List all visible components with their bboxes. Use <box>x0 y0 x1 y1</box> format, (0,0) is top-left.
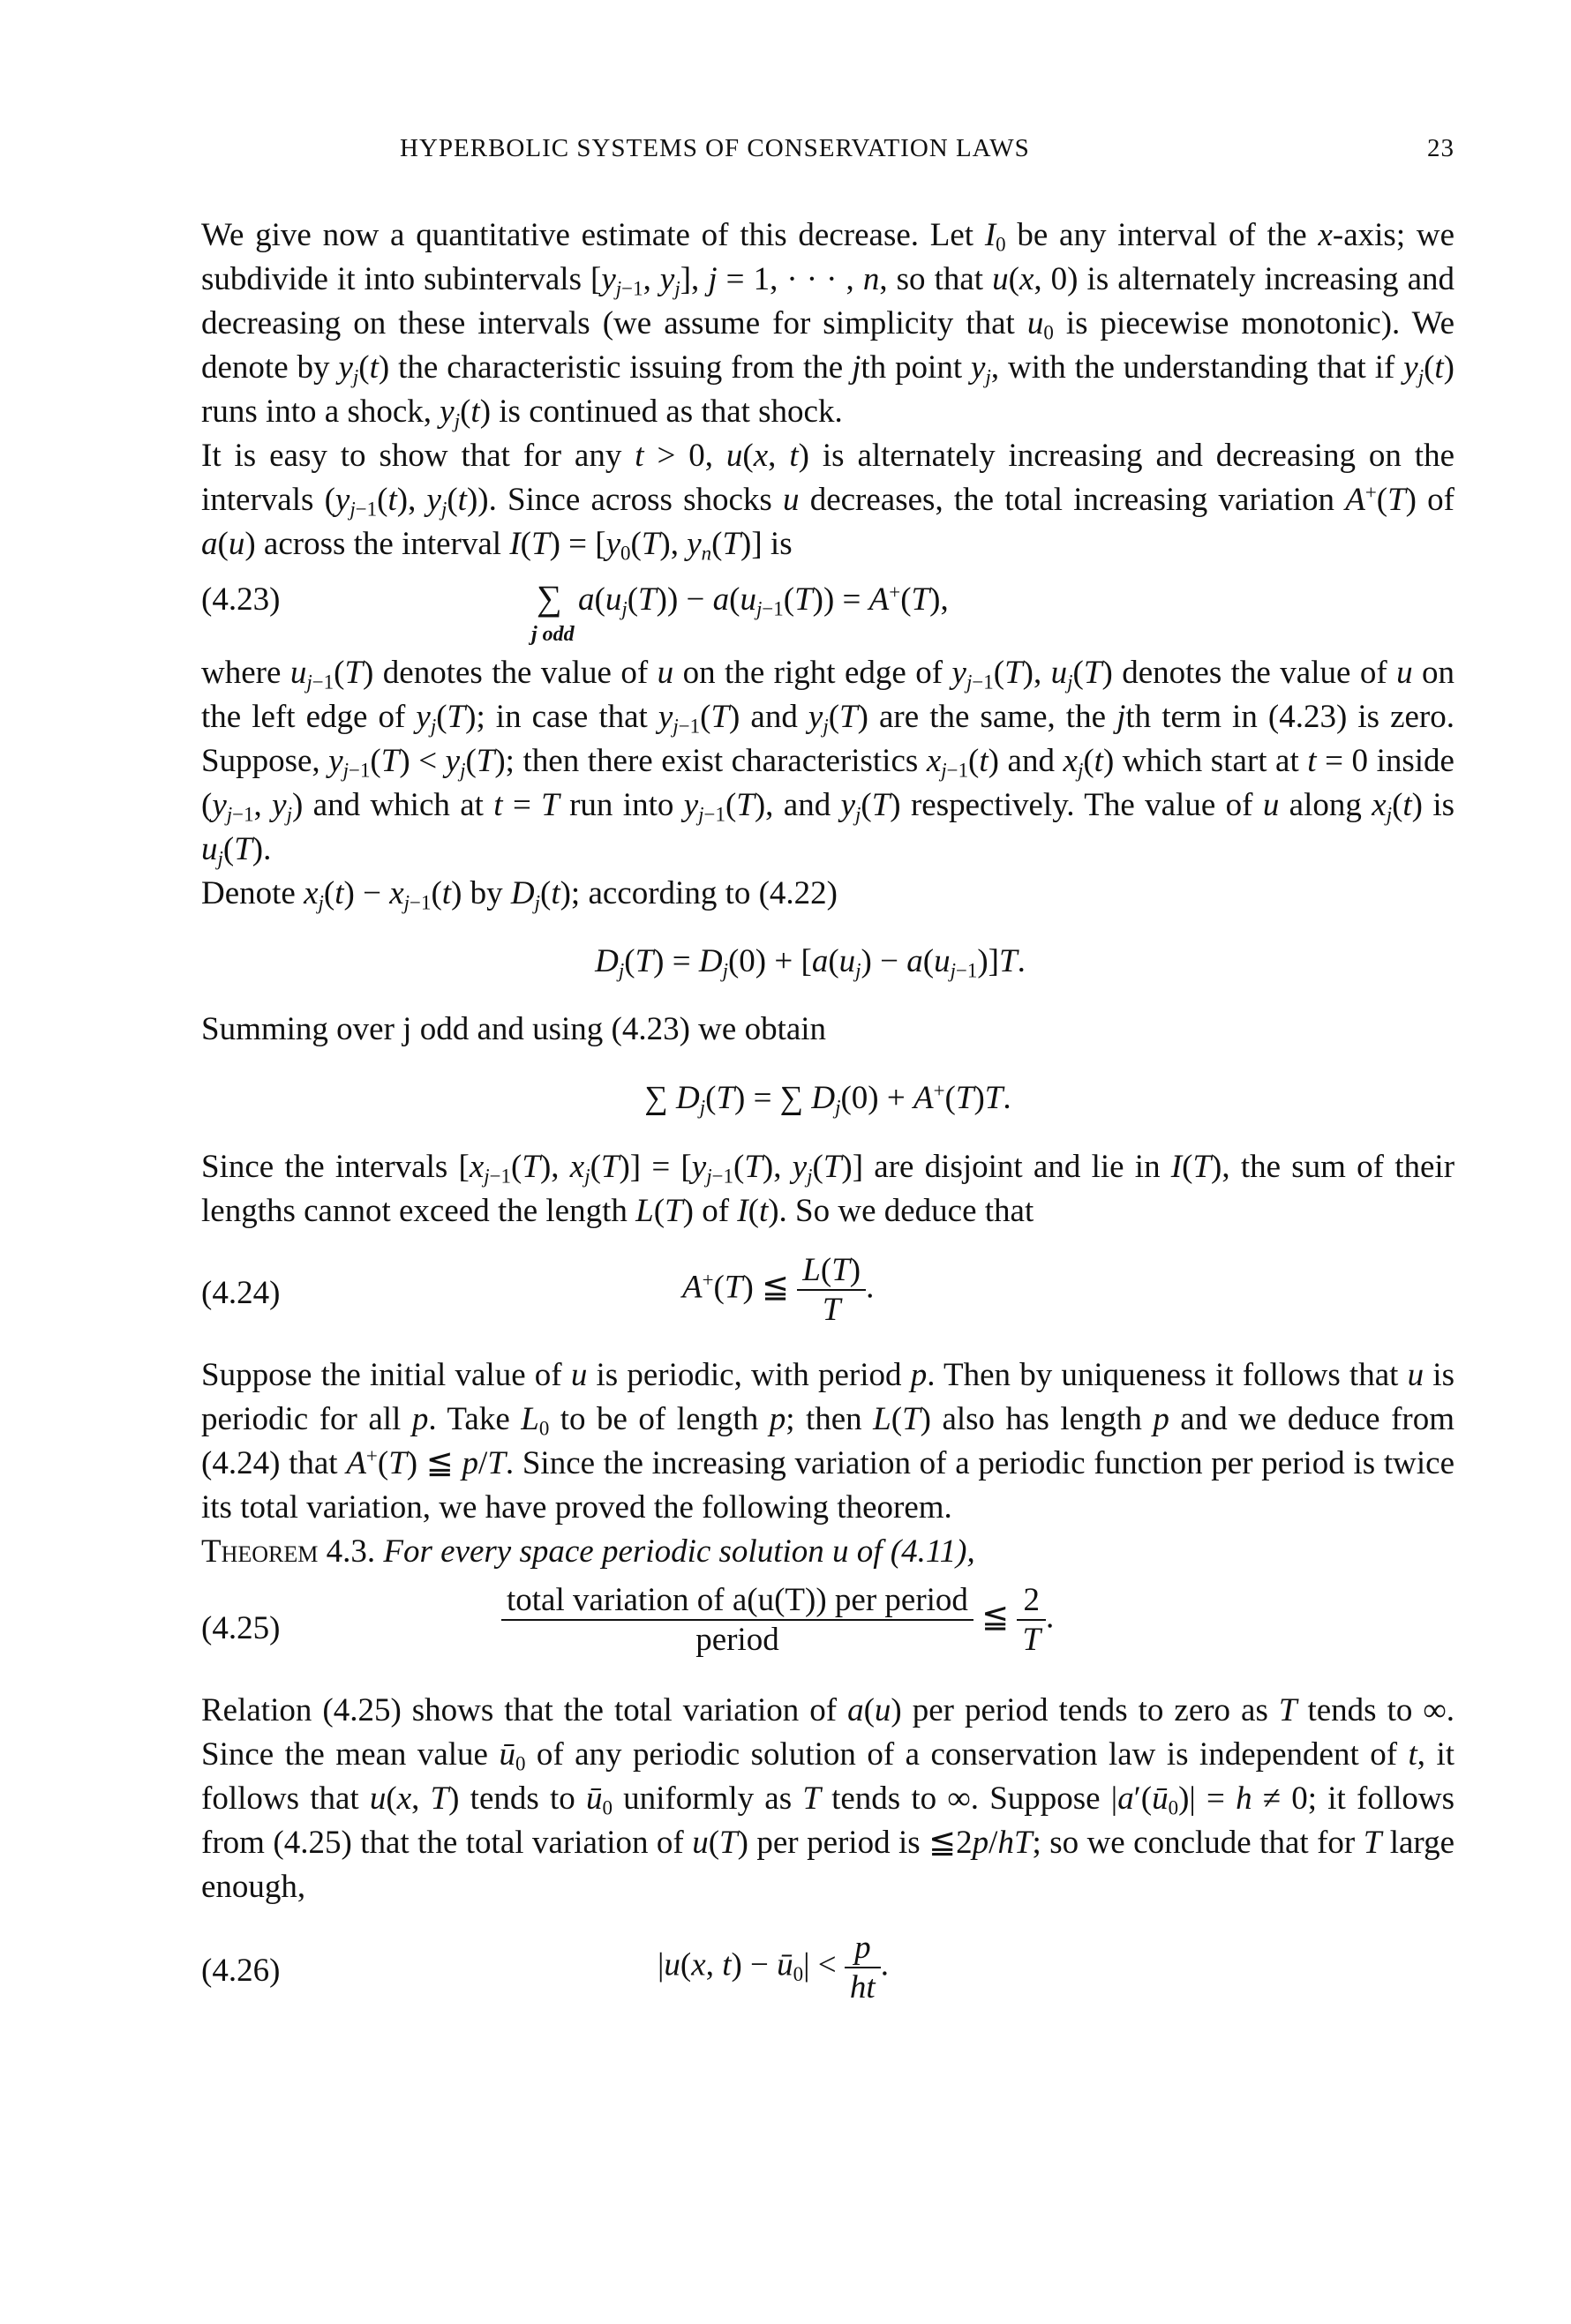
equation-body: $\frac{\text{total variation of a(u(T)) per period}}{\text{period}}$ ≦ $\frac{2}{T}$ . <box>501 1581 1054 1659</box>
equation-4-23 <box>201 566 1454 651</box>
equation-label: (4.23) <box>201 581 281 618</box>
fraction-numerator: total variation of a(u(T)) per period <box>501 1581 973 1621</box>
equation-4-26 <box>201 1909 1454 2024</box>
equation-dj: $D_j(T) = D_j(0) + [a(u_j) - a(u_{j-1})]T$. <box>595 943 1026 982</box>
running-header <box>201 124 1454 176</box>
equation-body: ∑ $a(u_j(T)) - a(u_{j-1}(T)) = A^+(T)$, <box>537 578 949 620</box>
equation-4-24 <box>201 1233 1454 1353</box>
equation-label: (4.26) <box>201 1953 281 1989</box>
paragraph-1: We give now a quantitative estimate of this decrease. Let $I_0$ be any interval of the x-axis; we subdivide it into subintervals [$y_{j-1}$, $y_j$], j = 1, · · · , n, so that u(x, 0) is alternately increasing and decreasing on these intervals (we assume for simplicity that $u_0$ is piecewise monotonic). We denote by $y_j(t)$ the characteristic issuing from the jth point $y_j$, with the understanding that if $y_j(t)$ runs into a shock, $y_j(t)$ is continued as that shock. <box>201 217 1454 432</box>
page <box>201 124 1454 2024</box>
paragraph-3: where $u_{j-1}(T)$ denotes the value of u on the right edge of $y_{j-1}(T)$, $u_j(T)$ denotes the value of u on the left edge of $y_j(T)$; in case that $y_{j-1}(T)$ and $y_j(T)$ are the same, the jth term in (4.23) is zero. Suppose, $y_{j-1}(T) < y_j(T)$; then there exist characteristics $x_{j-1}(t)$ and $x_j(t)$ which start at t = 0 inside ($y_{j-1}$, $y_j$) and which at t = T run into $y_{j-1}(T)$, and $y_j(T)$ respectively. The value of u along $x_j(t)$ is $u_j(T)$. <box>201 655 1455 870</box>
paragraph-7: Suppose the initial value of u is periodic, with period p. Then by uniqueness it follows that u is periodic for all p. Take $L_0$ to be of length p; then L(T) also has length p and we deduce from (4.24) that A+(T) ≦ p/T. Since the increasing variation of a periodic function per period is twice its total variation, we have proved the following theorem. <box>201 1357 1455 1526</box>
fraction-denominator: period <box>695 1622 779 1658</box>
equation-body: |u(x, $t) - ū_0|$ < $\frac{p}{ht}$ . <box>658 1930 889 2005</box>
theorem-4-3 <box>201 1530 1454 1574</box>
equation-sum-dj: ∑ $D_j(T)$ = ∑ $D_j(0) + A^+(T)T$. <box>644 1079 1011 1119</box>
equation-body: A+(T) ≦ $\frac{L(T)}{T}$ . <box>682 1252 875 1328</box>
paragraph-5: Summing over j odd and using (4.23) we obtain <box>201 1011 827 1047</box>
running-title: HYPERBOLIC SYSTEMS OF CONSERVATION LAWS <box>400 134 1030 162</box>
theorem-statement: For every space periodic solution u of (4.11), <box>383 1533 975 1570</box>
theorem-label: Theorem 4.3. <box>201 1533 376 1570</box>
sum-index: j odd <box>531 623 575 646</box>
equation-4-25 <box>201 1574 1454 1689</box>
paragraph-8: Relation (4.25) shows that the total variation of a(u) per period tends to zero as T tends to ∞. Since the mean value $ū_0$ of any periodic solution of a conservation law is independent of t, it follows that u(x, T) tends to $ū_0$ uniformly as T tends to ∞. Suppose $|a'(ū_0)| = h \ne 0$; it follows from (4.25) that the total variation of u(T) per period is ≦2p/hT; so we conclude that for T large enough, <box>201 1692 1455 1905</box>
equation-label: (4.25) <box>201 1610 281 1646</box>
equation-label: (4.24) <box>201 1275 281 1311</box>
paragraph-6: Since the intervals [$x_{j-1}(T)$, $x_j(T)] = [y_{j-1}(T)$, $y_j(T)$] are disjoint and lie in I(T), the sum of their lengths cannot exceed the length L(T) of I(t). So we deduce that <box>201 1149 1455 1229</box>
paragraph-4: Denote $x_j(t) - x_{j-1}(t)$ by $D_j(t)$; according to (4.22) <box>201 875 838 914</box>
paragraph-2: It is easy to show that for any t > 0, u(x, t) is alternately increasing and decreasing on the intervals ($y_{j-1}(t)$, $y_j(t)$). Since across shocks u decreases, the total increasing variation A+(T) of a(u) across the interval $I(T) = [y_0(T)$, $y_n(T)$] is <box>201 438 1454 565</box>
page-number: 23 <box>1427 134 1454 162</box>
